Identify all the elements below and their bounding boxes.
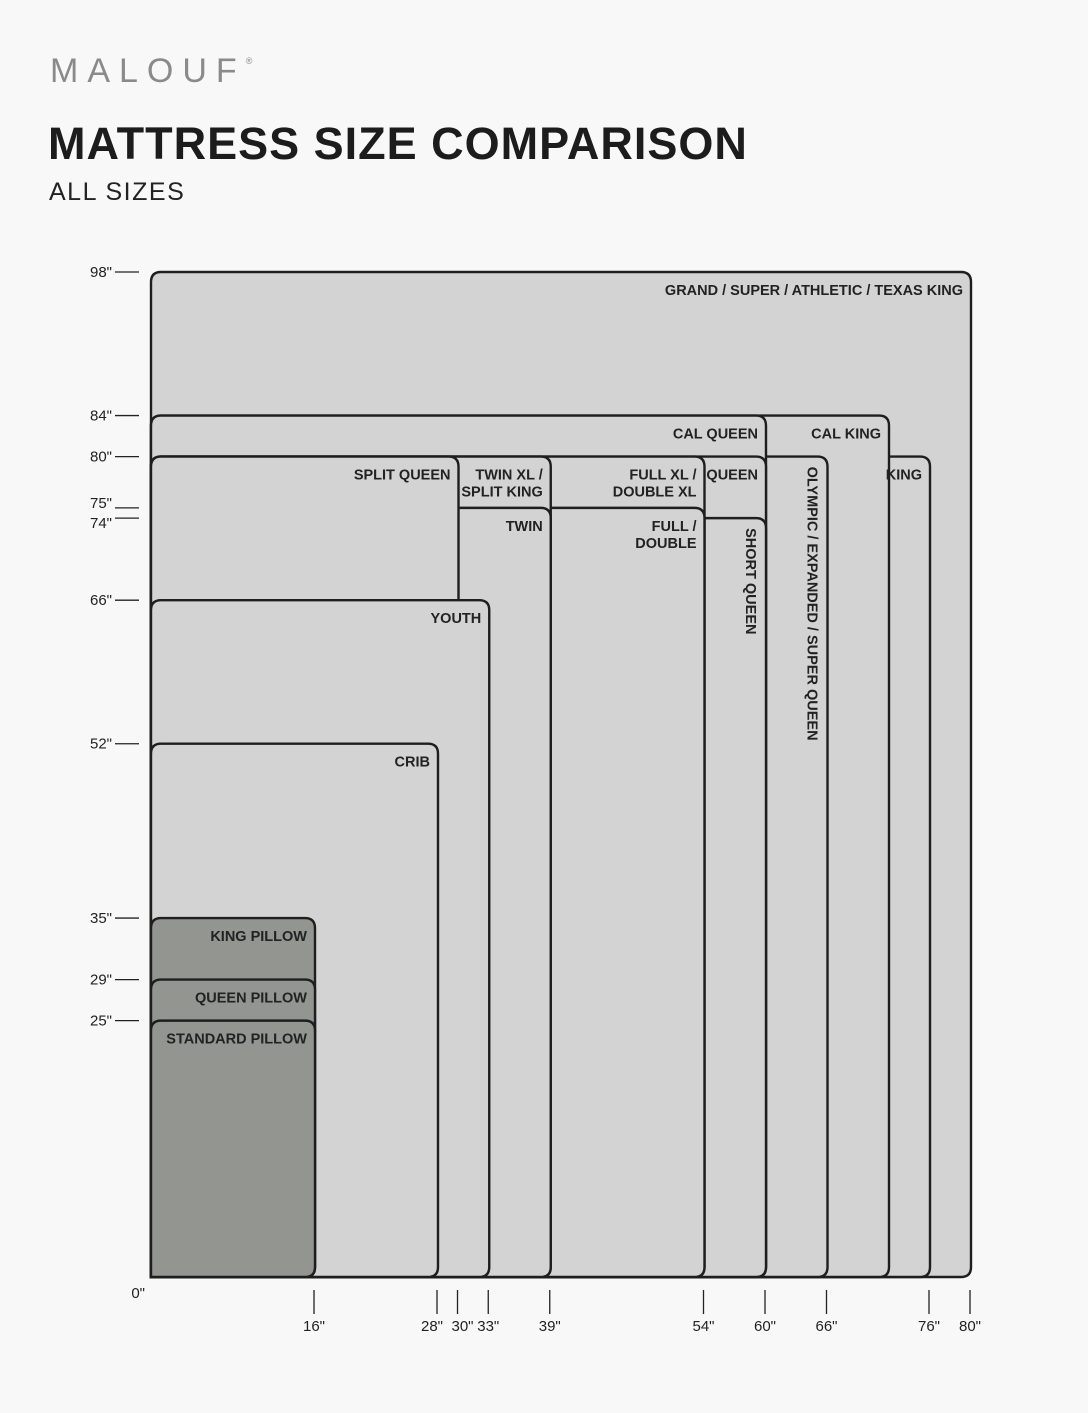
size-label-line: DOUBLE — [635, 535, 697, 552]
size-label: SHORT QUEEN — [742, 528, 758, 635]
y-tick-label: 0" — [131, 1285, 145, 1302]
x-tick-label: 33" — [477, 1318, 500, 1335]
size-label: KING — [885, 467, 922, 484]
size-label-line: FULL XL / — [629, 467, 697, 484]
size-label-line: SPLIT KING — [461, 484, 543, 501]
y-tick-label: 66" — [89, 592, 112, 610]
size-label: QUEEN — [706, 467, 758, 484]
size-standard-pillow — [151, 1021, 315, 1277]
x-tick-label: 30" — [451, 1318, 474, 1335]
y-tick-label: 98" — [89, 264, 112, 281]
size-label: STANDARD PILLOW — [166, 1031, 307, 1048]
size-label: YOUTH — [430, 611, 482, 628]
x-tick-label: 76" — [917, 1318, 941, 1335]
size-label: KING PILLOW — [210, 929, 307, 946]
size-label-line: DOUBLE XL — [612, 484, 697, 501]
page-subtitle: ALL SIZES — [49, 178, 186, 206]
y-tick-label: 52" — [89, 735, 112, 753]
size-label: GRAND / SUPER / ATHLETIC / TEXAS KING — [664, 283, 963, 299]
size-label: CAL QUEEN — [672, 426, 758, 443]
y-tick-label: 75" — [89, 494, 112, 512]
registered-mark: ® — [245, 56, 253, 66]
x-tick-label: 80" — [958, 1318, 982, 1335]
brand-name: MALOUF — [50, 52, 246, 90]
size-label: SPLIT QUEEN — [353, 467, 451, 484]
size-label-line: FULL / — [651, 518, 697, 535]
size-label-line: TWIN XL / — [475, 467, 543, 484]
y-tick-label: 80" — [89, 448, 112, 466]
y-tick-label: 84" — [89, 407, 112, 425]
x-tick-label: 54" — [692, 1318, 715, 1335]
y-tick-label: 25" — [89, 1012, 112, 1030]
y-tick-label: 29" — [89, 971, 112, 989]
x-tick-label: 39" — [538, 1318, 561, 1335]
page-title: MATTRESS SIZE COMPARISON — [48, 118, 748, 169]
x-tick-label: 60" — [753, 1318, 777, 1335]
size-label: CRIB — [394, 754, 430, 771]
size-label: CAL KING — [811, 426, 881, 443]
size-label: OLYMPIC / EXPANDED / SUPER QUEEN — [803, 466, 820, 741]
size-label: QUEEN PILLOW — [195, 990, 307, 1007]
x-tick-label: 66" — [815, 1318, 838, 1335]
x-tick-label: 16" — [302, 1318, 326, 1335]
size-outline — [151, 1021, 315, 1277]
size-label: TWIN — [505, 518, 543, 535]
y-tick-label: 35" — [89, 910, 112, 928]
x-tick-label: 28" — [420, 1318, 444, 1335]
y-tick-label: 74" — [89, 515, 112, 533]
